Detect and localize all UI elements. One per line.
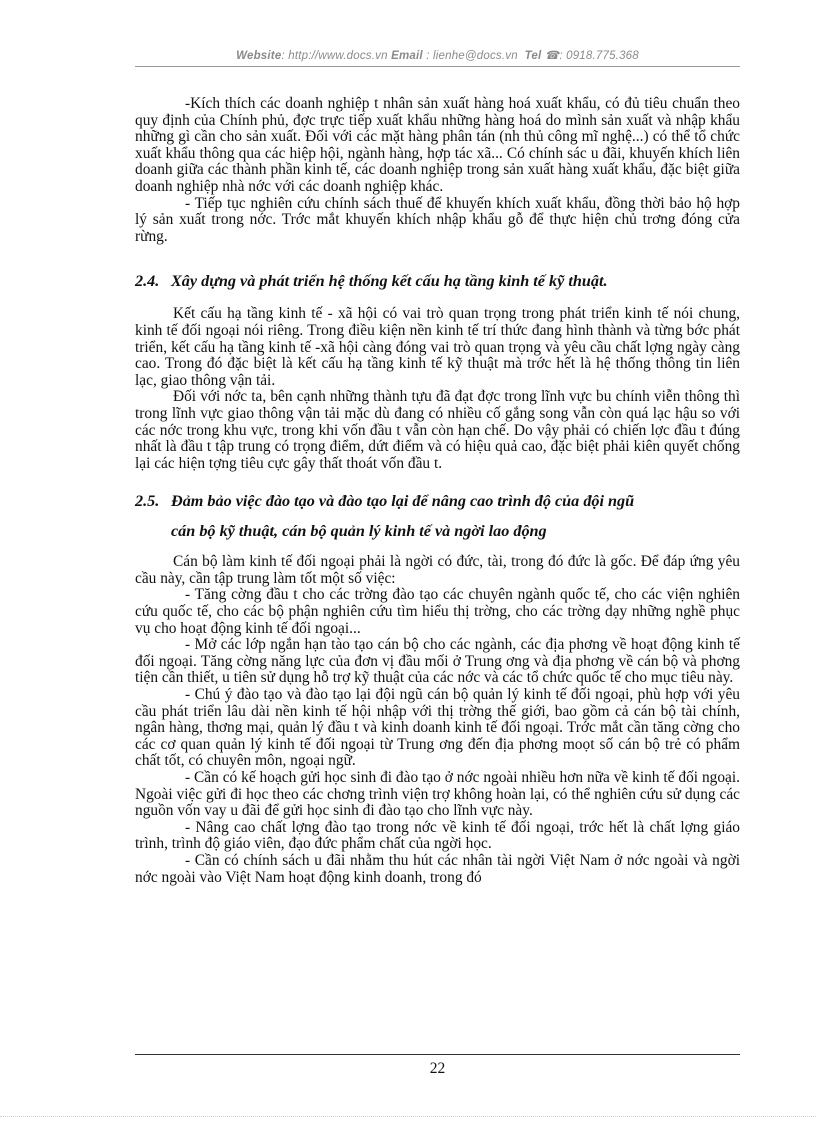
paragraph: - Cần có chính sách u đãi nhằm thu hút các nhân tài ngời Việt Nam ở nớc ngoài và ngời nớc ngoài vào Việt Nam hoạt động kinh doanh, trong đó	[135, 851, 740, 886]
paragraph: - Tăng cờng đầu t cho các trờng đào tạo các chuyên ngành quốc tế, cho các viện nghiên cứu quốc tế, cho các bộ phận nghiên cứu tìm hiểu thị trờng, cho các trờng dạy những nghề phục vụ cho hoạt động kinh tế đối ngoại...	[135, 586, 740, 637]
paragraph: Kết cấu hạ tầng kinh tế - xã hội có vai trò quan trọng trong phát triển kinh tế nói chung, kinh tế đối ngoại nói riêng. Trong điều kiện nền kinh tế trí thức đang hình thành và từng bớc phát triển, kết cấu hạ tầng kinh tế -xã hội càng đóng vai trò quan trọng và yêu cầu chất lợng ngày càng cao. Trong đó đặc biệt là kết cấu hạ tầng kinh tế kỹ thuật mà trớc hết là hệ thống thông tin liên lạc, giao thông vận tải.	[135, 305, 740, 389]
header-divider	[135, 66, 740, 67]
section-title-line2: cán bộ kỹ thuật, cán bộ quản lý kinh tế và ngời lao động	[171, 522, 547, 541]
section-title-line1: Đảm bảo việc đào tạo và đào tạo lại để nâng cao trình độ của đội ngũ	[171, 492, 635, 511]
section-number: 2.4.	[135, 272, 160, 291]
paragraph: - Nâng cao chất lợng đào tạo trong nớc về kinh tế đối ngoại, trớc hết là chất lợng giáo trình, trình độ giáo viên, đạo đức phẩm chất của ngời học.	[135, 818, 740, 853]
website-label: Website	[236, 50, 282, 62]
footer-divider	[135, 1054, 740, 1055]
website-url: : http://www.docs.vn	[281, 50, 388, 62]
paragraph: -Kích thích các doanh nghiệp t nhân sản xuất hàng hoá xuất khẩu, có đủ tiêu chuẩn theo quy định của Chính phủ, đợc trực tiếp xuất khẩu những hàng hoá do mình sản xuất và nhập khẩu những gì cần cho sản xuất. Đối với các mặt hàng phân tán (nh thủ công mĩ nghệ...) có thể tổ chức xuất khẩu thông qua các hiệp hội, ngành hàng, hợp tác xã... Có chính sác u đãi, khuyến khích liên doanh giữa các thành phần kinh tế, các doanh nghiệp trong sản xuất hàng xuất khẩu, đặc biệt giữa doanh nghiệp nhà nớc với các doanh nghiệp khác.	[135, 95, 740, 195]
section-title: Xây dựng và phát triển hệ thống kết cấu hạ tầng kinh tế kỹ thuật.	[171, 272, 608, 291]
email-label: Email	[391, 50, 423, 62]
paragraph: - Mở các lớp ngắn hạn tào tạo cán bộ cho các ngành, các địa phơng về hoạt động kinh tế đối ngoại. Tăng cờng năng lực của đơn vị đầu mối ở Trung ơng và địa phơng về cán bộ và phơng tiện cần thiết, u tiên sử dụng hỗ trợ kỹ thuật của các nớc và các tổ chức quốc tế cho mục tiêu này.	[135, 636, 740, 687]
section-heading-2-4	[135, 271, 740, 291]
paragraph: - Tiếp tục nghiên cứu chính sách thuế để khuyến khích xuất khẩu, đồng thời bảo hộ hợp lý sản xuất trong nớc. Trớc mắt khuyến khích nhập khẩu gỗ để thực hiện chủ trơng đóng cửa rừng.	[135, 194, 740, 245]
paragraph: - Cần có kế hoạch gửi học sinh đi đào tạo ở nớc ngoài nhiều hơn nữa về kinh tế đối ngoại. Ngoài việc gửi đi học theo các chơng trình viện trợ không hoàn lại, có thể nghiên cứu sử dụng các nguồn vốn vay u đãi để gửi học sinh đi đào tạo cho lĩnh vực này.	[135, 769, 740, 820]
page-number: 22	[429, 1060, 446, 1077]
section-number: 2.5.	[135, 492, 160, 511]
email-address: : lienhe@docs.vn	[426, 50, 518, 62]
paragraph: Cán bộ làm kinh tế đối ngoại phải là ngời có đức, tài, trong đó đức là gốc. Để đáp ứng yêu cầu này, cần tập trung làm tốt một số việc:	[135, 553, 740, 587]
section-heading-2-5	[135, 491, 740, 541]
paragraph: Đối với nớc ta, bên cạnh những thành tựu đã đạt đợc trong lĩnh vực bu chính viễn thông thì trong lĩnh vực giao thông vận tải mặc dù đang có nhiều cố gắng song vẫn còn quá lạc hậu so với các nớc trong khu vực, trong khi vốn đầu t vẫn còn hạn chế. Do vậy phải có chiến lợc đầu t đúng nhất là đầu t tập trung có trọng điểm, dứt điểm và có hiệu quả cao, đặc biệt phải kiên quyết chống lại các hiện tợng tiêu cực gây thất thoát vốn đầu t.	[135, 388, 740, 472]
page-body	[135, 96, 740, 886]
paragraph: - Chú ý đào tạo và đào tạo lại đội ngũ cán bộ quản lý kinh tế đối ngoại, phù hợp với yêu cầu phát triển lâu dài nền kinh tế hội nhập với thị trờng thế giới, bao gồm cả cán bộ tài chính, ngân hàng, thơng mại, quản lý đầu t và kinh doanh kinh tế đối ngoại. Trớc mắt cần tăng cờng cho các cơ quan quản lý kinh tế đối ngoại từ Trung ơng đến địa phơng moọt số cán bộ trẻ có phẩm chất tốt, có chuyên môn, ngoại ngữ.	[135, 686, 740, 770]
tel-label: Tel	[524, 50, 542, 62]
phone-number: ☎: 0918.775.368	[544, 50, 639, 62]
page-bottom-border	[0, 1116, 816, 1117]
page-header	[135, 48, 740, 62]
